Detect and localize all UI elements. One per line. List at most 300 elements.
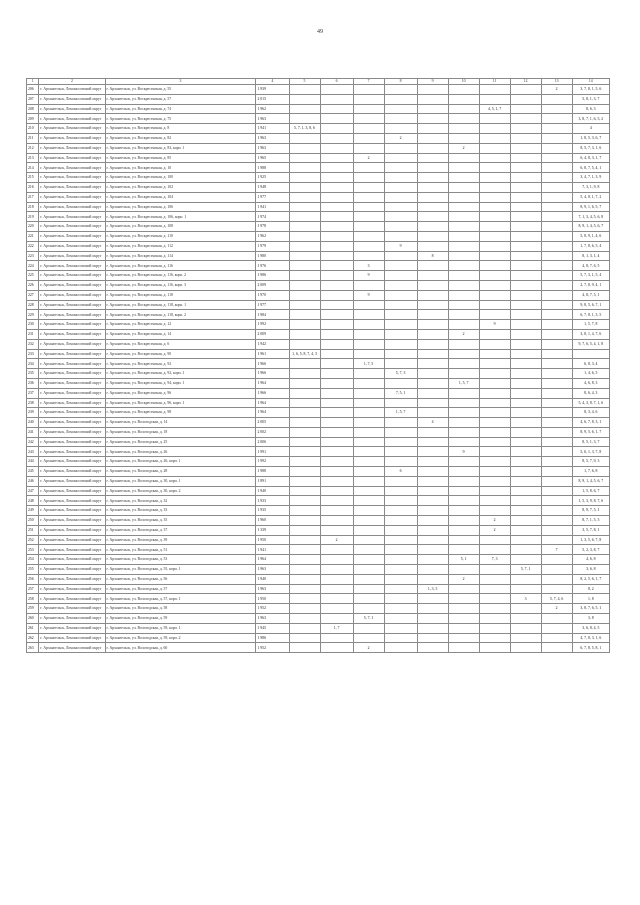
table-cell-col-8 [384, 506, 417, 516]
table-cell-col-13 [541, 535, 572, 545]
table-cell-col-4: 1 970 [256, 290, 289, 300]
table-cell-col-11 [479, 182, 510, 192]
table-cell-col-6 [320, 241, 353, 251]
table-cell-col-12 [510, 457, 541, 467]
table-cell-col-3: г. Архангельск, ул. Воскресенская, д. 116, корп. 3 [105, 280, 256, 290]
table-cell-col-7: 2 [353, 643, 384, 653]
table-cell-col-6 [320, 94, 353, 104]
table-cell-col-7 [353, 222, 384, 232]
table-cell-col-2: г. Архангельск, Ломоносовский округ [39, 574, 105, 584]
table-cell-col-1: 261 [27, 623, 39, 633]
table-cell-col-12 [510, 506, 541, 516]
table-cell-col-3: г. Архангельск, ул. Вологодская, д. 18 [105, 427, 256, 437]
table-cell-col-10 [448, 163, 479, 173]
table-cell-col-14: 5, 6, 1, 3, 7, 8 [572, 447, 609, 457]
table-cell-col-13 [541, 467, 572, 477]
table-cell-col-3: г. Архангельск, ул. Вологодская, д. 30, корп. 2 [105, 486, 256, 496]
table-cell-col-8: 1, 5, 7 [384, 408, 417, 418]
table-cell-col-14: 8, 9, 1, 4, 5, 6, 7 [572, 222, 609, 232]
table-cell-col-10 [448, 310, 479, 320]
table-cell-col-13 [541, 300, 572, 310]
table-cell-col-2: г. Архангельск, Ломоносовский округ [39, 457, 105, 467]
table-cell-col-1: 221 [27, 231, 39, 241]
table-cell-col-9 [417, 398, 448, 408]
table-row [27, 398, 610, 408]
table-cell-col-12 [510, 261, 541, 271]
column-header-11: 11 [479, 79, 510, 85]
table-cell-col-6 [320, 496, 353, 506]
table-cell-col-6 [320, 643, 353, 653]
table-cell-col-7: 1, 7, 5 [353, 359, 384, 369]
table-cell-col-5 [289, 241, 320, 251]
table-cell-col-10 [448, 222, 479, 232]
table-cell-col-13 [541, 447, 572, 457]
table-cell-col-8 [384, 261, 417, 271]
table-cell-col-9 [417, 133, 448, 143]
table-cell-col-14 [572, 349, 609, 359]
table-cell-col-10 [448, 133, 479, 143]
table-cell-col-12 [510, 163, 541, 173]
table-cell-col-9 [417, 320, 448, 330]
table-cell-col-4: 1 977 [256, 300, 289, 310]
table-row [27, 633, 610, 643]
table-cell-col-10 [448, 231, 479, 241]
table-cell-col-9 [417, 300, 448, 310]
table-cell-col-7: 3 [353, 261, 384, 271]
table-cell-col-1: 260 [27, 614, 39, 624]
table-cell-col-11 [479, 310, 510, 320]
table-cell-col-14: 3, 8, 7, 1, 6, 5, 2 [572, 114, 609, 124]
table-cell-col-2: г. Архангельск, Ломоносовский округ [39, 535, 105, 545]
table-cell-col-2: г. Архангельск, Ломоносовский округ [39, 153, 105, 163]
column-header-6: 6 [320, 79, 353, 85]
table-cell-col-11 [479, 594, 510, 604]
table-cell-col-9 [417, 427, 448, 437]
table-cell-col-7 [353, 447, 384, 457]
table-cell-col-1: 248 [27, 496, 39, 506]
table-cell-col-14: 5, 7, 3, 1, 5, 4 [572, 271, 609, 281]
table-cell-col-10 [448, 418, 479, 428]
table-cell-col-11 [479, 359, 510, 369]
table-cell-col-8 [384, 535, 417, 545]
table-cell-col-8 [384, 604, 417, 614]
table-cell-col-6 [320, 271, 353, 281]
table-cell-col-8 [384, 153, 417, 163]
table-cell-col-8 [384, 437, 417, 447]
table-cell-col-2: г. Архангельск, Ломоносовский округ [39, 261, 105, 271]
table-cell-col-6 [320, 124, 353, 134]
table-cell-col-6 [320, 192, 353, 202]
table-cell-col-2: г. Архангельск, Ломоносовский округ [39, 271, 105, 281]
table-row [27, 623, 610, 633]
table-cell-col-9 [417, 163, 448, 173]
table-cell-col-14: 1, 7, 8, 6, 5, 4 [572, 241, 609, 251]
table-cell-col-6 [320, 339, 353, 349]
table-cell-col-9 [417, 476, 448, 486]
table-cell-col-14: 8, 9, 1, 4, 5, 6, 7 [572, 476, 609, 486]
table-cell-col-11 [479, 290, 510, 300]
table-cell-col-11 [479, 280, 510, 290]
table-cell-col-3: г. Архангельск, ул. Вологодская, д. 26, корп. 1 [105, 457, 256, 467]
table-cell-col-2: г. Архангельск, Ломоносовский округ [39, 143, 105, 153]
table-cell-col-4: 1 952 [256, 604, 289, 614]
table-cell-col-14: 5, 8, 9, 1, 4, 6 [572, 231, 609, 241]
table-cell-col-7 [353, 545, 384, 555]
table-row [27, 614, 610, 624]
table-cell-col-13: 2 [541, 604, 572, 614]
table-cell-col-13 [541, 437, 572, 447]
table-cell-col-2: г. Архангельск, Ломоносовский округ [39, 418, 105, 428]
table-cell-col-11 [479, 496, 510, 506]
table-cell-col-7 [353, 202, 384, 212]
table-cell-col-4: 1 980 [256, 251, 289, 261]
table-cell-col-10 [448, 339, 479, 349]
table-cell-col-2: г. Архангельск, Ломоносовский округ [39, 594, 105, 604]
table-cell-col-9 [417, 457, 448, 467]
table-cell-col-1: 214 [27, 163, 39, 173]
table-cell-col-11 [479, 623, 510, 633]
table-cell-col-8 [384, 212, 417, 222]
table-cell-col-7 [353, 114, 384, 124]
table-cell-col-14: 3, 8 [572, 614, 609, 624]
table-cell-col-2: г. Архангельск, Ломоносовский округ [39, 290, 105, 300]
table-cell-col-5 [289, 496, 320, 506]
table-cell-col-1: 232 [27, 339, 39, 349]
table-row [27, 94, 610, 104]
table-cell-col-3: г. Архангельск, ул. Вологодская, д. 14 [105, 418, 256, 428]
table-cell-col-4: 1 940 [256, 486, 289, 496]
table-cell-col-8 [384, 85, 417, 95]
table-cell-col-6 [320, 349, 353, 359]
table-cell-col-11: 2 [479, 525, 510, 535]
table-cell-col-4: 1 966 [256, 369, 289, 379]
table-cell-col-8 [384, 623, 417, 633]
table-cell-col-5 [289, 290, 320, 300]
table-cell-col-8 [384, 418, 417, 428]
table-cell-col-2: г. Архангельск, Ломоносовский округ [39, 427, 105, 437]
table-cell-col-13 [541, 143, 572, 153]
table-cell-col-12 [510, 182, 541, 192]
table-cell-col-4: 1 933 [256, 496, 289, 506]
table-cell-col-11 [479, 94, 510, 104]
table-cell-col-14: 8, 1, 3, 1, 4 [572, 251, 609, 261]
page-number: 49 [317, 29, 323, 35]
table-cell-col-10 [448, 202, 479, 212]
table-cell-col-12 [510, 271, 541, 281]
table-cell-col-9 [417, 271, 448, 281]
table-cell-col-1: 238 [27, 398, 39, 408]
table-cell-col-11 [479, 173, 510, 183]
table-cell-col-2: г. Архангельск, Ломоносовский округ [39, 516, 105, 526]
table-cell-col-1: 220 [27, 222, 39, 232]
table-cell-col-4: 1 979 [256, 241, 289, 251]
table-cell-col-12: 3 [510, 594, 541, 604]
table-cell-col-5 [289, 202, 320, 212]
table-cell-col-6 [320, 359, 353, 369]
table-cell-col-10 [448, 486, 479, 496]
table-cell-col-14: 3, 4, 7, 1, 3, 9 [572, 173, 609, 183]
table-cell-col-14: 8, 5, 1, 3, 7 [572, 437, 609, 447]
table-cell-col-10 [448, 633, 479, 643]
table-cell-col-10 [448, 280, 479, 290]
table-cell-col-9 [417, 143, 448, 153]
table-cell-col-9 [417, 290, 448, 300]
table-cell-col-13 [541, 271, 572, 281]
table-cell-col-7 [353, 280, 384, 290]
table-cell-col-14: 3, 7, 8, 1, 5, 6 [572, 85, 609, 95]
table-cell-col-13 [541, 496, 572, 506]
table-cell-col-7 [353, 565, 384, 575]
table-cell-col-6 [320, 133, 353, 143]
table-cell-col-3: г. Архангельск, ул. Вологодская, д. 35 [105, 516, 256, 526]
table-row [27, 163, 610, 173]
table-cell-col-7 [353, 133, 384, 143]
table-cell-col-4: 1 891 [256, 476, 289, 486]
table-cell-col-9 [417, 574, 448, 584]
table-row [27, 231, 610, 241]
table-cell-col-7 [353, 143, 384, 153]
table-cell-col-12 [510, 290, 541, 300]
table-row [27, 525, 610, 535]
table-cell-col-11 [479, 398, 510, 408]
table-cell-col-13 [541, 614, 572, 624]
table-cell-col-1: 211 [27, 133, 39, 143]
table-cell-col-2: г. Архангельск, Ломоносовский округ [39, 378, 105, 388]
table-cell-col-3: г. Архангельск, ул. Вологодская, д. 28 [105, 467, 256, 477]
table-cell-col-14: 1, 5, 3, 9, 8, 7, 6 [572, 496, 609, 506]
table-row [27, 555, 610, 565]
table-cell-col-2: г. Архангельск, Ломоносовский округ [39, 555, 105, 565]
table-cell-col-5 [289, 163, 320, 173]
table-cell-col-13: 2 [541, 85, 572, 95]
table-cell-col-7 [353, 349, 384, 359]
table-cell-col-3: г. Архангельск, ул. Воскресенская, д. 118, корп. 2 [105, 310, 256, 320]
table-row [27, 574, 610, 584]
table-cell-col-5 [289, 545, 320, 555]
table-cell-col-6 [320, 114, 353, 124]
table-cell-col-4: 1 966 [256, 359, 289, 369]
table-cell-col-12 [510, 300, 541, 310]
table-cell-col-2: г. Архангельск, Ломоносовский округ [39, 251, 105, 261]
table-cell-col-5 [289, 604, 320, 614]
table-cell-col-12: 5, 7, 1 [510, 565, 541, 575]
table-cell-col-8 [384, 104, 417, 114]
table-cell-col-7 [353, 310, 384, 320]
table-row [27, 241, 610, 251]
table-cell-col-10: 1, 5, 7 [448, 378, 479, 388]
table-cell-col-9 [417, 329, 448, 339]
table-cell-col-13 [541, 212, 572, 222]
table-cell-col-11 [479, 222, 510, 232]
table-cell-col-2: г. Архангельск, Ломоносовский округ [39, 300, 105, 310]
column-header-8: 8 [384, 79, 417, 85]
table-cell-col-12 [510, 633, 541, 643]
table-cell-col-9 [417, 594, 448, 604]
table-cell-col-1: 241 [27, 427, 39, 437]
table-cell-col-2: г. Архангельск, Ломоносовский округ [39, 339, 105, 349]
table-cell-col-8 [384, 525, 417, 535]
table-cell-col-13 [541, 427, 572, 437]
table-cell-col-9 [417, 104, 448, 114]
table-cell-col-1: 254 [27, 555, 39, 565]
table-cell-col-10 [448, 241, 479, 251]
table-row [27, 535, 610, 545]
table-cell-col-7 [353, 378, 384, 388]
table-cell-col-2: г. Архангельск, Ломоносовский округ [39, 398, 105, 408]
table-cell-col-14: 6, 7, 8, 5, 8, 1 [572, 643, 609, 653]
table-cell-col-9 [417, 506, 448, 516]
table-cell-col-3: г. Архангельск, ул. Воскресенская, д. 116, корп. 2 [105, 271, 256, 281]
table-cell-col-3: г. Архангельск, ул. Воскресенская, д. 116 [105, 261, 256, 271]
table-cell-col-5 [289, 251, 320, 261]
table-cell-col-2: г. Архангельск, Ломоносовский округ [39, 486, 105, 496]
table-cell-col-6 [320, 320, 353, 330]
table-cell-col-6 [320, 378, 353, 388]
table-cell-col-13 [541, 418, 572, 428]
table-cell-col-8 [384, 231, 417, 241]
table-cell-col-13 [541, 339, 572, 349]
table-cell-col-13 [541, 408, 572, 418]
table-cell-col-4: 1 992 [256, 320, 289, 330]
table-cell-col-8 [384, 271, 417, 281]
table-cell-col-2: г. Архангельск, Ломоносовский округ [39, 565, 105, 575]
table-cell-col-14: 8, 3, 4, 6 [572, 408, 609, 418]
table-cell-col-14: 5, 8, 1, 3, 7 [572, 94, 609, 104]
table-cell-col-12 [510, 643, 541, 653]
table-cell-col-5 [289, 565, 320, 575]
table-cell-col-13 [541, 290, 572, 300]
table-cell-col-5 [289, 339, 320, 349]
table-cell-col-9: 8 [417, 251, 448, 261]
table-cell-col-4: 1 977 [256, 192, 289, 202]
table-cell-col-12 [510, 574, 541, 584]
table-cell-col-7 [353, 418, 384, 428]
table-cell-col-9 [417, 447, 448, 457]
table-cell-col-3: г. Архангельск, ул. Воскресенская, д. 118, корп. 1 [105, 300, 256, 310]
table-cell-col-6 [320, 427, 353, 437]
table-cell-col-3: г. Архангельск, ул. Вологодская, д. 39 [105, 535, 256, 545]
table-cell-col-3: г. Архангельск, ул. Воскресенская, д. 94, корп. 1 [105, 378, 256, 388]
table-cell-col-9 [417, 231, 448, 241]
table-cell-col-9 [417, 212, 448, 222]
table-cell-col-8 [384, 545, 417, 555]
table-cell-col-4: 1 978 [256, 222, 289, 232]
table-cell-col-9 [417, 643, 448, 653]
table-cell-col-12 [510, 555, 541, 565]
table-cell-col-12 [510, 212, 541, 222]
table-cell-col-9 [417, 349, 448, 359]
table-cell-col-5 [289, 212, 320, 222]
table-cell-col-2: г. Архангельск, Ломоносовский округ [39, 280, 105, 290]
table-cell-col-7 [353, 476, 384, 486]
table-cell-col-1: 234 [27, 359, 39, 369]
table-cell-col-9 [417, 173, 448, 183]
table-cell-col-8 [384, 143, 417, 153]
table-cell-col-14: 3, 6, 8 [572, 565, 609, 575]
table-cell-col-3: г. Архангельск, ул. Воскресенская, д. 14 [105, 329, 256, 339]
table-cell-col-10 [448, 261, 479, 271]
table-cell-col-6 [320, 555, 353, 565]
table-cell-col-14: 3, 6, 8, 4, 5 [572, 623, 609, 633]
table-cell-col-1: 215 [27, 173, 39, 183]
table-cell-col-11 [479, 124, 510, 134]
table-cell-col-11 [479, 231, 510, 241]
table-cell-col-1: 216 [27, 182, 39, 192]
table-cell-col-5 [289, 467, 320, 477]
table-cell-col-3: г. Архангельск, ул. Вологодская, д. 57, корп. 1 [105, 594, 256, 604]
table-cell-col-12 [510, 85, 541, 95]
column-header-4: 4 [256, 79, 289, 85]
table-cell-col-8 [384, 182, 417, 192]
table-cell-col-7 [353, 241, 384, 251]
table-cell-col-2: г. Архангельск, Ломоносовский округ [39, 496, 105, 506]
table-cell-col-9 [417, 467, 448, 477]
table-cell-col-8 [384, 359, 417, 369]
table-cell-col-11 [479, 271, 510, 281]
table-cell-col-4: 2 009 [256, 329, 289, 339]
table-cell-col-3: г. Архангельск, ул. Воскресенская, д. 75 [105, 114, 256, 124]
table-cell-col-8: 2 [384, 133, 417, 143]
table-cell-col-1: 223 [27, 251, 39, 261]
table-cell-col-11 [479, 447, 510, 457]
table-cell-col-1: 240 [27, 418, 39, 428]
table-cell-col-10 [448, 604, 479, 614]
table-cell-col-14: 7, 3, 1, 9, 8 [572, 182, 609, 192]
table-cell-col-5 [289, 486, 320, 496]
table-cell-col-8 [384, 457, 417, 467]
table-cell-col-2: г. Архангельск, Ломоносовский округ [39, 182, 105, 192]
table-cell-col-14: 8, 5, 7, 9, 3 [572, 457, 609, 467]
table-row [27, 457, 610, 467]
table-cell-col-13 [541, 516, 572, 526]
table-cell-col-7 [353, 329, 384, 339]
table-row [27, 290, 610, 300]
table-cell-col-1: 213 [27, 153, 39, 163]
column-header-14: 14 [572, 79, 609, 85]
table-cell-col-8 [384, 114, 417, 124]
table-row [27, 192, 610, 202]
table-row [27, 251, 610, 261]
table-cell-col-5 [289, 369, 320, 379]
table-cell-col-7 [353, 594, 384, 604]
table-cell-col-9 [417, 545, 448, 555]
table-cell-col-2: г. Архангельск, Ломоносовский округ [39, 104, 105, 114]
table-cell-col-1: 250 [27, 516, 39, 526]
table-cell-col-1: 218 [27, 202, 39, 212]
table-cell-col-6 [320, 231, 353, 241]
table-cell-col-1: 235 [27, 369, 39, 379]
table-cell-col-7 [353, 584, 384, 594]
table-cell-col-4: 1 984 [256, 310, 289, 320]
table-cell-col-8 [384, 163, 417, 173]
table-cell-col-14: 4, 6, 8 [572, 555, 609, 565]
table-cell-col-11 [479, 114, 510, 124]
table-cell-col-14: 8, 5, 7, 3, 1, 6 [572, 143, 609, 153]
table-cell-col-5 [289, 133, 320, 143]
table-row [27, 329, 610, 339]
table-cell-col-1: 247 [27, 486, 39, 496]
table-cell-col-13 [541, 555, 572, 565]
table-cell-col-13 [541, 486, 572, 496]
table-cell-col-1: 208 [27, 104, 39, 114]
table-cell-col-12 [510, 545, 541, 555]
table-cell-col-13 [541, 623, 572, 633]
table-cell-col-14: 7, 1, 3, 4, 5, 6, 8 [572, 212, 609, 222]
table-cell-col-5 [289, 231, 320, 241]
table-cell-col-7 [353, 398, 384, 408]
table-row [27, 271, 610, 281]
table-cell-col-3: г. Архангельск, ул. Воскресенская, д. 6 [105, 339, 256, 349]
